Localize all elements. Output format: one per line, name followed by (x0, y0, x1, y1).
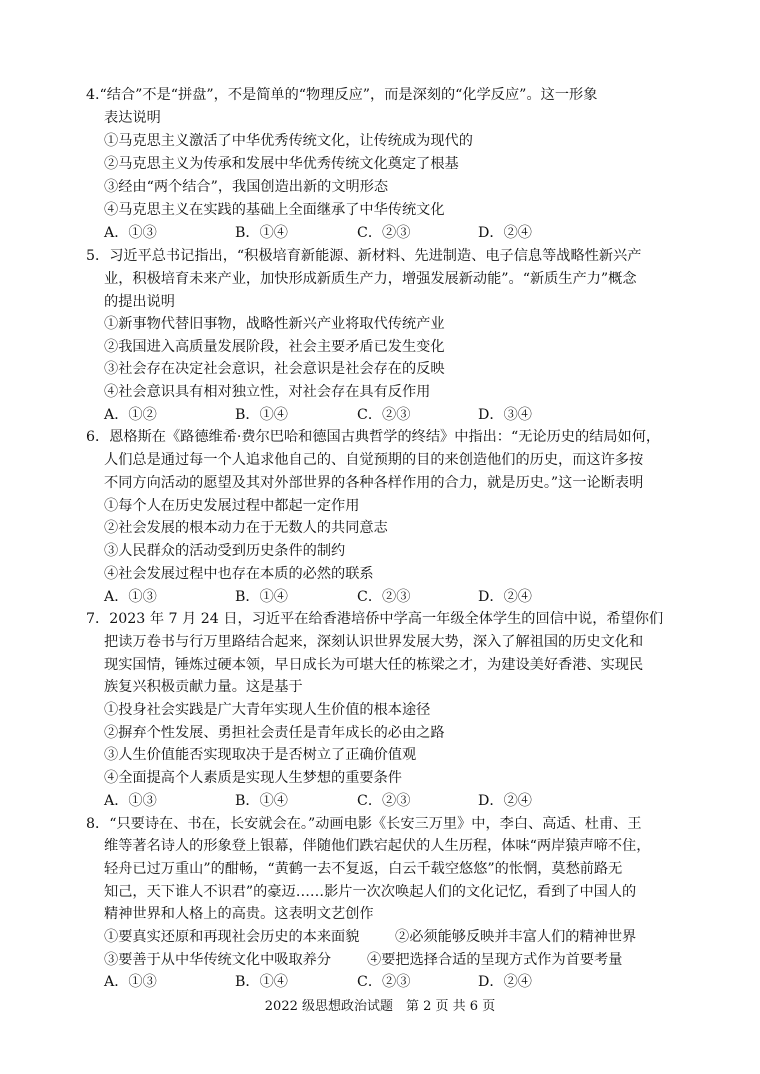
statement-item: ③要善于从中华传统文化中吸取养分 (104, 952, 332, 968)
question-stem-line: 人们总是通过每一个人追求他自己的、自觉预期的目的来创造他们的历史，而这许多按 (104, 452, 644, 468)
statement-item: ①投身社会实践是广大青年实现人生价值的根本途径 (104, 702, 431, 718)
question-stem-line: 轻舟已过万重山”的酣畅，“黄鹤一去不复返，白云千载空悠悠”的怅惘，莫愁前路无 (104, 861, 623, 877)
choice-a: A．①③ (104, 225, 157, 241)
choice-a: A．①③ (104, 589, 157, 605)
choice-c: C．②③ (357, 407, 411, 423)
choice-d: D．②④ (478, 589, 532, 605)
choice-b: B．①④ (235, 793, 288, 809)
statement-item: ③社会存在决定社会意识，社会意识是社会存在的反映 (104, 361, 445, 377)
question-stem-line: 维等著名诗人的形象登上银幕，伴随他们跌宕起伏的人生历程，体味“两岸猿声啼不住， (104, 838, 651, 854)
page-footer: 2022 级思想政治试题 第 2 页 共 6 页 (264, 999, 496, 1014)
statement-item: ①每个人在历史发展过程中都起一定作用 (104, 498, 360, 514)
statement-item: ①新事物代替旧事物，战略性新兴产业将取代传统产业 (104, 316, 445, 332)
statement-item: ②社会发展的根本动力在于无数人的共同意志 (104, 520, 388, 536)
statement-item: ②马克思主义为传承和发展中华优秀传统文化奠定了根基 (104, 156, 459, 172)
question-stem-line: 6．恩格斯在《路德维希·费尔巴哈和德国古典哲学的终结》中指出：“无论历史的结局如何， (86, 429, 661, 445)
choice-b: B．①④ (235, 974, 288, 990)
question-stem-line: 族复兴积极贡献力量。这是基于 (104, 679, 303, 695)
statement-item: ①马克思主义激活了中华优秀传统文化，让传统成为现代的 (104, 133, 473, 149)
choice-b: B．①④ (235, 589, 288, 605)
question-stem-line: 业，积极培育未来产业，加快形成新质生产力，增强发展新动能”。“新质生产力”概念 (104, 271, 637, 287)
choice-c: C．②③ (357, 793, 411, 809)
question-stem-line: 把读万卷书与行万里路结合起来，深刻认识世界发展大势，深入了解祖国的历史文化和 (104, 634, 644, 650)
question-stem-line: 现实国情，锤炼过硬本领，早日成长为可堪大任的栋梁之才，为建设美好香港、实现民 (104, 657, 644, 673)
question-stem-line: 的提出说明 (104, 294, 175, 310)
question-stem-line: 4.“结合”不是“拼盘”，不是简单的“物理反应”，而是深刻的“化学反应”。这一形象 (86, 87, 598, 103)
choice-b: B．①④ (235, 407, 288, 423)
question-stem-line: 知己，天下谁人不识君”的豪迈……影片一次次唤起人们的文化记忆，看到了中国人的 (104, 884, 637, 900)
statement-item: ②摒弃个性发展、勇担社会责任是青年成长的必由之路 (104, 725, 445, 741)
choice-d: D．③④ (478, 407, 532, 423)
statement-item: ④马克思主义在实践的基础上全面继承了中华传统文化 (104, 202, 445, 218)
question-stem-line: 精神世界和人格上的高贵。这表明文艺创作 (104, 906, 374, 922)
statement-item: ④要把选择合适的呈现方式作为首要考量 (367, 952, 623, 968)
choice-b: B．①④ (235, 225, 288, 241)
statement-item: ③人民群众的活动受到历史条件的制约 (104, 543, 346, 559)
choice-d: D．②④ (478, 793, 532, 809)
question-stem-line: 8．“只要诗在、书在，长安就会在。”动画电影《长安三万里》中，李白、高适、杜甫、王 (86, 816, 642, 832)
question-stem-line: 5．习近平总书记指出，“积极培育新能源、新材料、先进制造、电子信息等战略性新兴产 (86, 248, 642, 264)
choice-d: D．②④ (478, 974, 532, 990)
statement-item: ③经由“两个结合”，我国创造出新的文明形态 (104, 179, 389, 195)
statement-item: ①要真实还原和再现社会历史的本来面貌 (104, 929, 360, 945)
statement-item: ④全面提高个人素质是实现人生梦想的重要条件 (104, 770, 402, 786)
choice-d: D．②④ (478, 225, 532, 241)
statement-item: ②我国进入高质量发展阶段，社会主要矛盾已发生变化 (104, 339, 445, 355)
choice-a: A．①③ (104, 793, 157, 809)
question-stem-line: 7．2023 年 7 月 24 日，习近平在给香港培侨中学高一年级全体学生的回信中说，希望你们 (86, 611, 664, 627)
statement-item: ④社会意识具有相对独立性，对社会存在具有反作用 (104, 384, 431, 400)
choice-c: C．②③ (357, 225, 411, 241)
statement-item: ③人生价值能否实现取决于是否树立了正确价值观 (104, 747, 417, 763)
choice-c: C．②③ (357, 974, 411, 990)
choice-a: A．①② (104, 407, 157, 423)
question-stem-line: 不同方向活动的愿望及其对外部世界的各种各样作用的合力，就是历史。”这一论断表明 (104, 475, 644, 491)
question-stem-line: 表达说明 (104, 110, 161, 126)
statement-item: ②必须能够反映并丰富人们的精神世界 (395, 929, 637, 945)
choice-a: A．①③ (104, 974, 157, 990)
choice-c: C．②③ (357, 589, 411, 605)
statement-item: ④社会发展过程中也存在本质的必然的联系 (104, 566, 374, 582)
